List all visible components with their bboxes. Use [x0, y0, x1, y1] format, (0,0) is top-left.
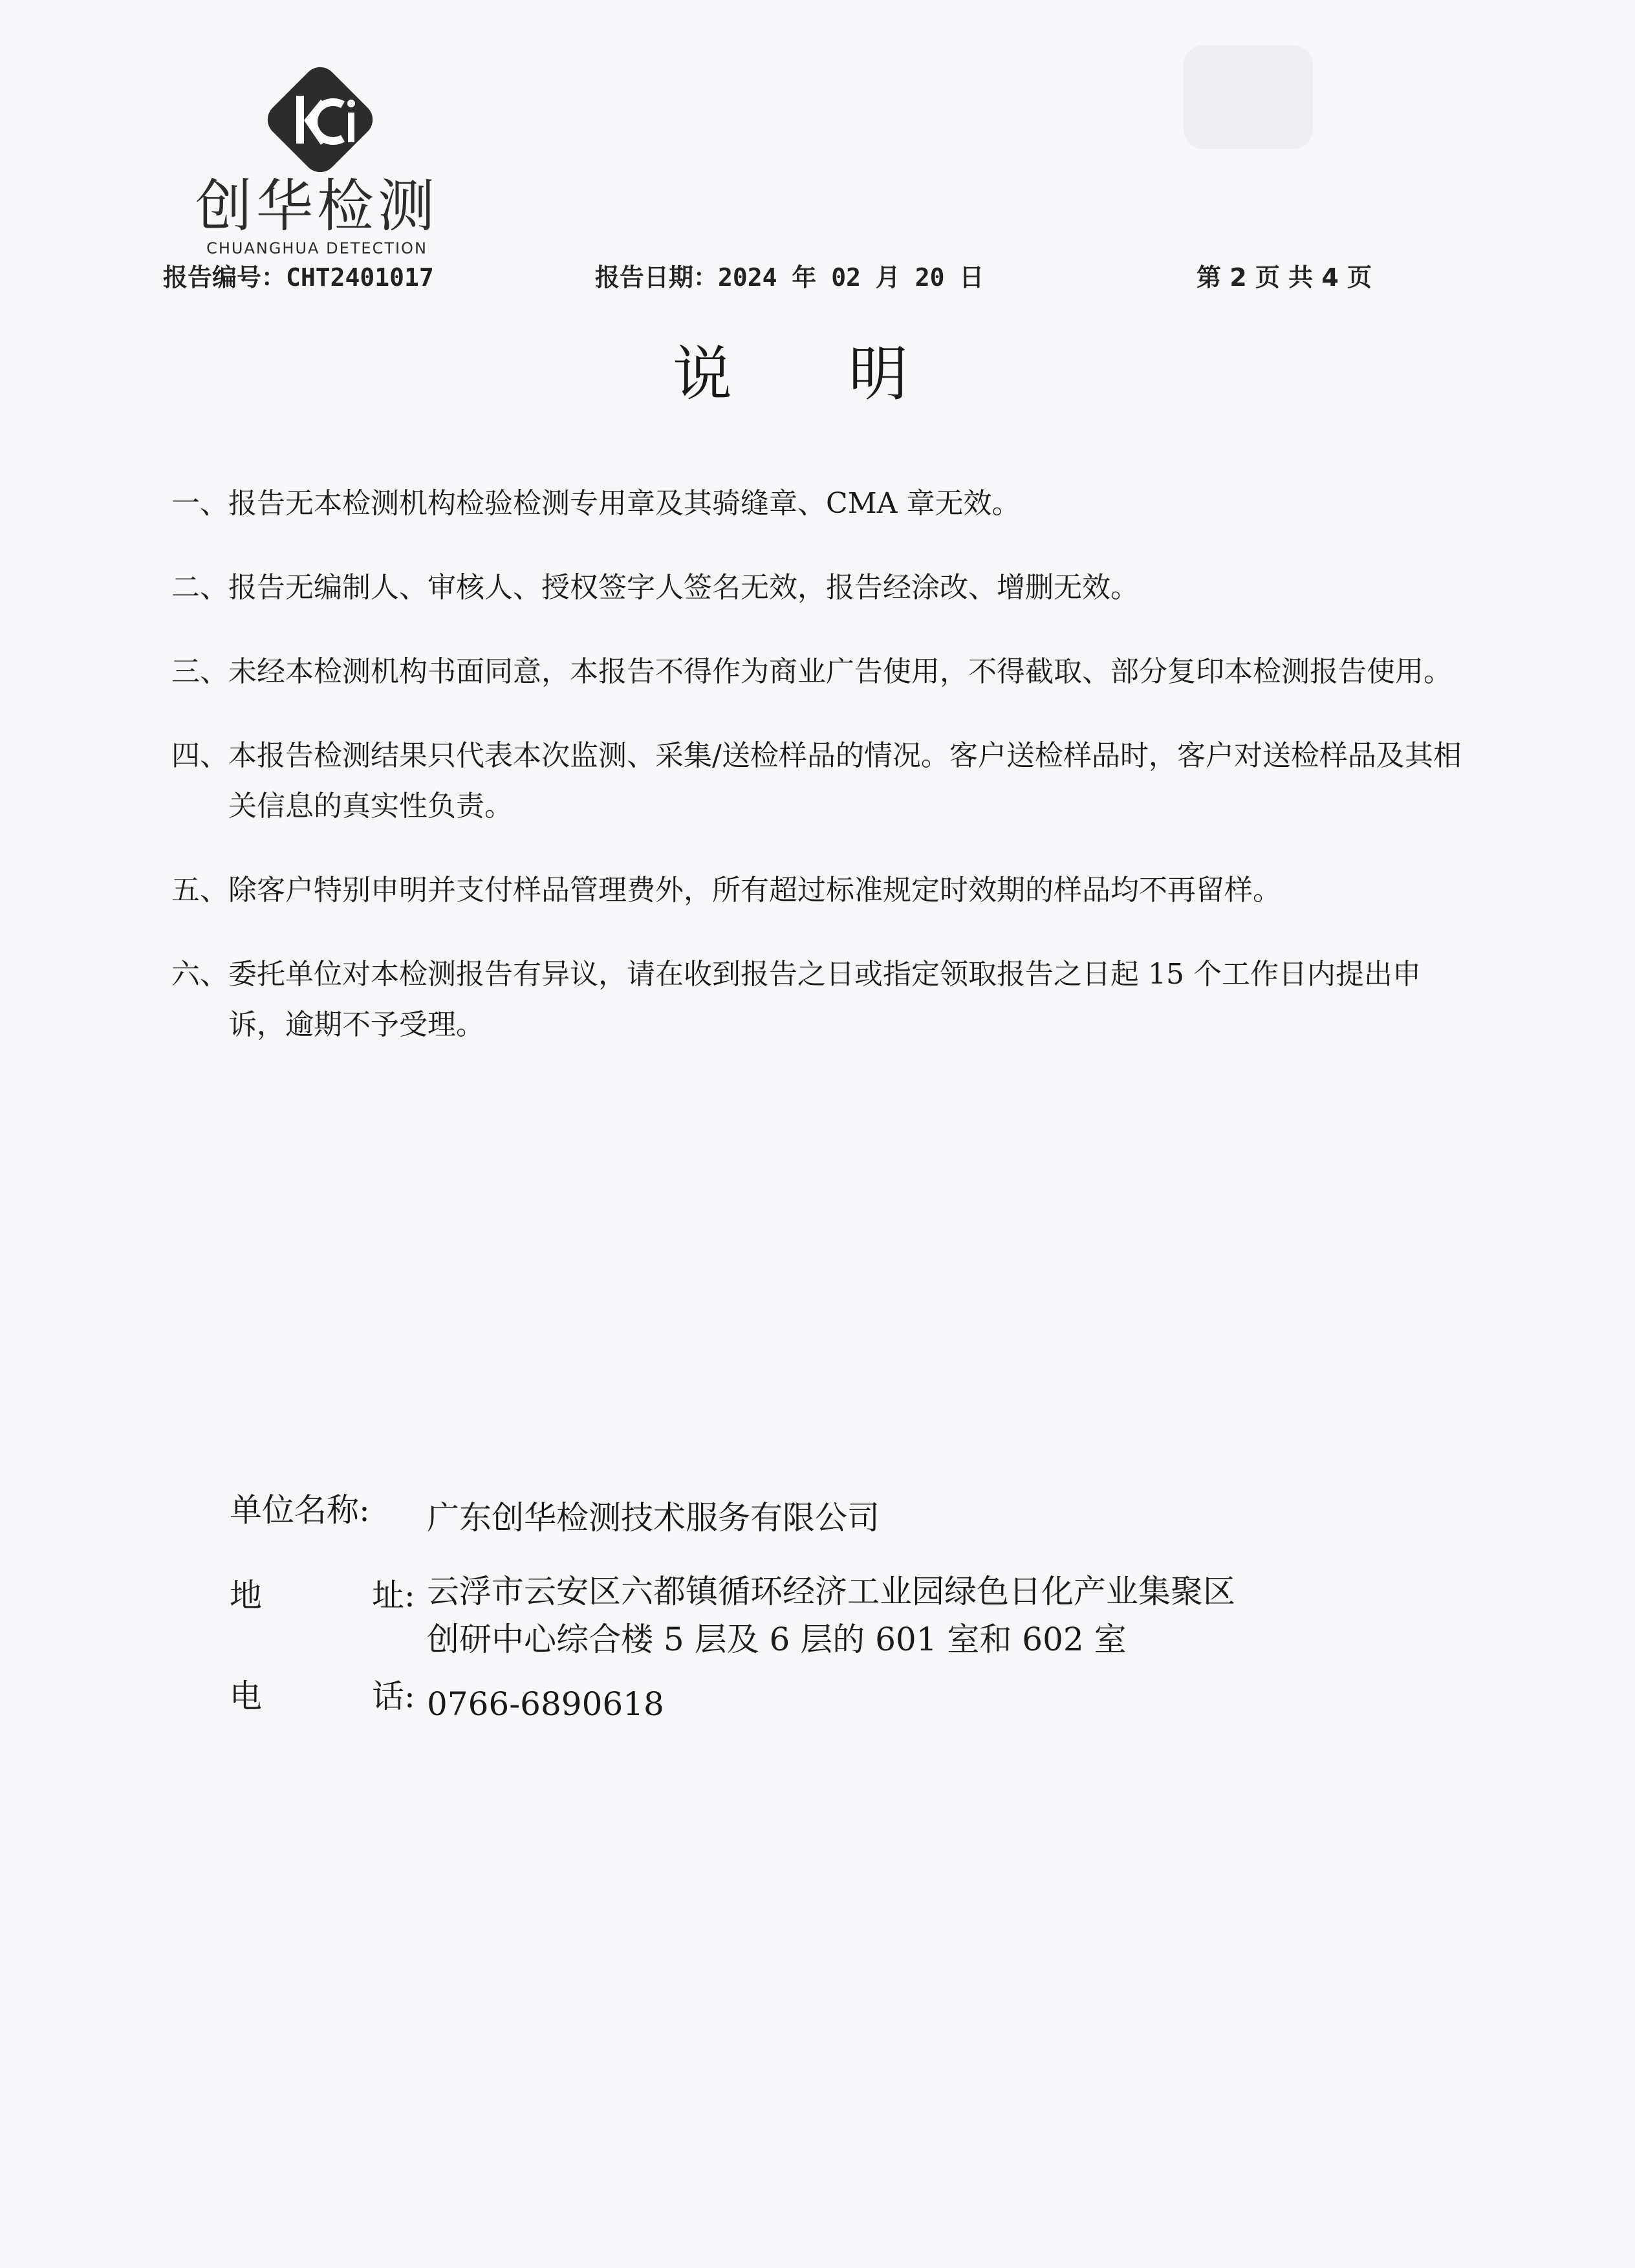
- report-date-value: 2024 年 02 月 20 日: [718, 263, 984, 292]
- note-item: [171, 479, 1465, 529]
- bleed-through-logo: [1184, 45, 1313, 149]
- note-item: [171, 731, 1465, 832]
- note-text: 报告无本检测机构检验检测专用章及其骑缝章、CMA 章无效。: [228, 487, 1021, 520]
- company-address-label: [230, 1568, 427, 1663]
- kci-diamond-logo-icon: [259, 58, 382, 181]
- note-number: 三、: [171, 655, 228, 688]
- company-phone-label: [230, 1680, 427, 1728]
- company-address-line-2: 创研中心综合楼 5 层及 6 层的 601 室和 602 室: [427, 1621, 1127, 1658]
- note-number: 一、: [171, 487, 228, 520]
- company-name: 广东创华检测技术服务有限公司: [427, 1499, 880, 1537]
- note-text: 本报告检测结果只代表本次监测、采集/送检样品的情况。客户送检样品时，客户对送检样品及其相关信息的真实性负责。: [228, 739, 1462, 823]
- note-text: 委托单位对本检测报告有异议，请在收到报告之日或指定领取报告之日起 15 个工作日内提出申诉，逾期不予受理。: [228, 958, 1421, 1041]
- note-text: 报告无编制人、审核人、授权签字人签名无效，报告经涂改、增删无效。: [228, 571, 1139, 604]
- logo-chinese-name: 创华检测: [195, 173, 439, 239]
- address-label-char-2: 址:: [372, 1577, 415, 1614]
- note-text: 除客户特别申明并支付样品管理费外，所有超过标准规定时效期的样品均不再留样。: [228, 874, 1281, 907]
- note-text: 未经本检测机构书面同意，本报告不得作为商业广告使用，不得截取、部分复印本检测报告使用。: [228, 655, 1452, 688]
- logo-english-name: CHUANGHUA DETECTION: [206, 239, 428, 257]
- note-item: [171, 865, 1465, 916]
- page-title: 说明: [673, 340, 1024, 409]
- company-info: [230, 1491, 1235, 1754]
- phone-label-char-2: 话:: [372, 1678, 415, 1715]
- company-address: [427, 1568, 1235, 1663]
- note-item: [171, 647, 1465, 697]
- company-phone: 0766-6890618: [427, 1685, 664, 1723]
- phone-label-char-1: 电: [230, 1678, 262, 1715]
- company-name-label: 单位名称:: [230, 1491, 370, 1529]
- company-address-line-1: 云浮市云安区六都镇循环经济工业园绿色日化产业集聚区: [427, 1573, 1235, 1610]
- note-item: [171, 563, 1465, 613]
- report-number-value: CHT2401017: [286, 263, 434, 292]
- page-info: 第 2 页 共 4 页: [1196, 263, 1372, 292]
- address-label-char-1: 地: [230, 1577, 262, 1614]
- note-item: [171, 949, 1465, 1050]
- report-date-label: 报告日期：: [595, 263, 719, 292]
- report-number: [163, 257, 434, 293]
- note-number: 四、: [171, 739, 228, 772]
- company-phone-row: [230, 1680, 1235, 1728]
- note-number: 二、: [171, 571, 228, 604]
- report-number-label: 报告编号：: [163, 263, 287, 292]
- note-number: 五、: [171, 874, 228, 907]
- company-address-row: [230, 1568, 1235, 1663]
- note-number: 六、: [171, 958, 228, 991]
- notes-list: [171, 479, 1465, 1084]
- company-name-row: [230, 1491, 1235, 1542]
- report-date: [595, 257, 984, 293]
